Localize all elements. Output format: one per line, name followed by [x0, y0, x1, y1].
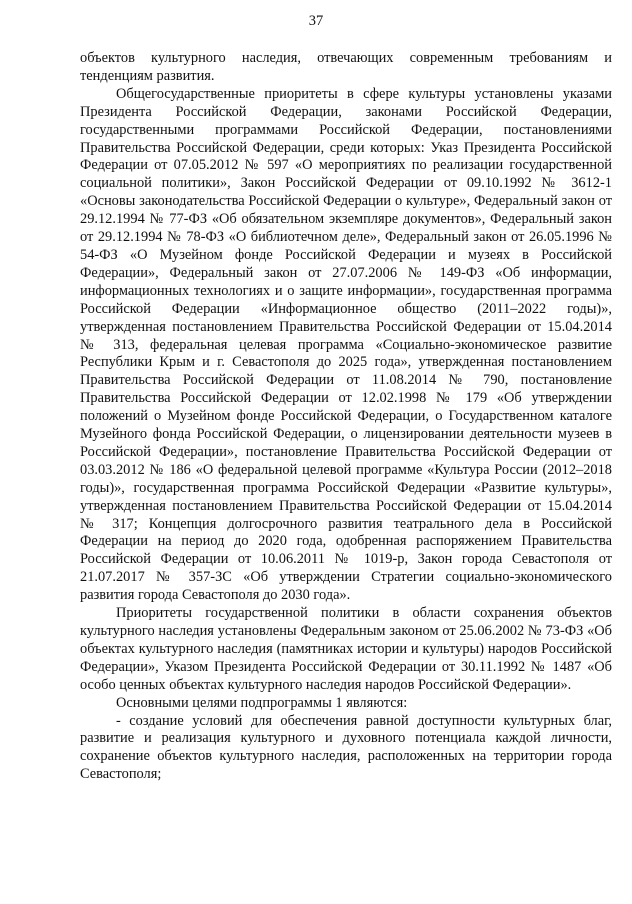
paragraph-continuation: объектов культурного наследия, отвечающих современным требованиям и тенденциям развития. — [80, 50, 612, 84]
page-number: 37 — [308, 13, 324, 29]
paragraph-heritage-policy: Приоритеты государственной политики в области сохранения объектов культурного наследия установлены Федеральным законом от 25.06.2002 № 73-ФЗ «Об объектах культурного наследия (памятниках истории и культуры) народов Российской Федерации», Указом Президента Российской Федерации от 30.11.1992 № 1487 «Об особо ценных объектах культурного наследия народов Российской Федерации». — [80, 605, 612, 693]
paragraph-goals-heading: Основными целями подпрограммы 1 являются: — [116, 694, 408, 711]
list-item-goal: - создание условий для обеспечения равной доступности культурных благ, развитие и реализация культурного и духовного потенциала каждой личности, сохранение объектов культурного наследия, расположенных на территории города Севастополя; — [80, 712, 612, 783]
document-body — [80, 50, 612, 784]
paragraph-priorities: Общегосударственные приоритеты в сфере культуры установлены указами Президента Российской Федерации, законами Российской Федерации, государственными программами Российской Федерации, постановлениями Правительства Российской Федерации, среди которых: Указ Президента Российской Федерации от 07.05.2012 № 597 «О мероприятиях по реализации государственной социальной политики», Закон Российской Федерации от 09.10.1992 № 3612-1 «Основы законодательства Российской Федерации о культуре», Федеральный закон от 29.12.1994 № 77-ФЗ «Об обязательном экземпляре документов», Федеральный закон от 29.12.1994 № 78-ФЗ «О библиотечном деле», Федеральный закон от 26.05.1996 № 54-ФЗ «О Музейном фонде Российской Федерации и музеях в Российской Федерации», Федеральный закон от 27.07.2006 № 149-ФЗ «Об информации, информационных технологиях и о защите информации», государственная программа Российской Федерации «Информационное общество (2011–2022 годы)», утвержденная постановлением Правительства Российской Федерации от 15.04.2014 № 313, федеральная целевая программа «Социально-экономическое развитие Республики Крым и г. Севастополя до 2025 года», утвержденная постановлением Правительства Российской Федерации от 11.08.2014 № 790, постановление Правительства Российской Федерации от 12.02.1998 № 179 «Об утверждении положений о Музейном фонде Российской Федерации, о Государственном каталоге Музейного фонда Российской Федерации, о лицензировании деятельности музеев в Российской Федерации», постановление Правительства Российской Федерации от 03.03.2012 № 186 «О федеральной целевой программе «Культура России (2012–2018 годы)», государственная программа Российской Федерации «Развитие культуры», утвержденная постановлением Правительства Российской Федерации от 15.04.2014 № 317; Концепция долгосрочного развития театрального дела в Российской Федерации на период до 2020 года, одобренная распоряжением Правительства Российской Федерации от 10.06.2011 № 1019-р, Закон города Севастополя от 21.07.2017 № 357-ЗС «Об утверждении Стратегии социально-экономического развития города Севастополя до 2030 года». — [80, 85, 612, 604]
